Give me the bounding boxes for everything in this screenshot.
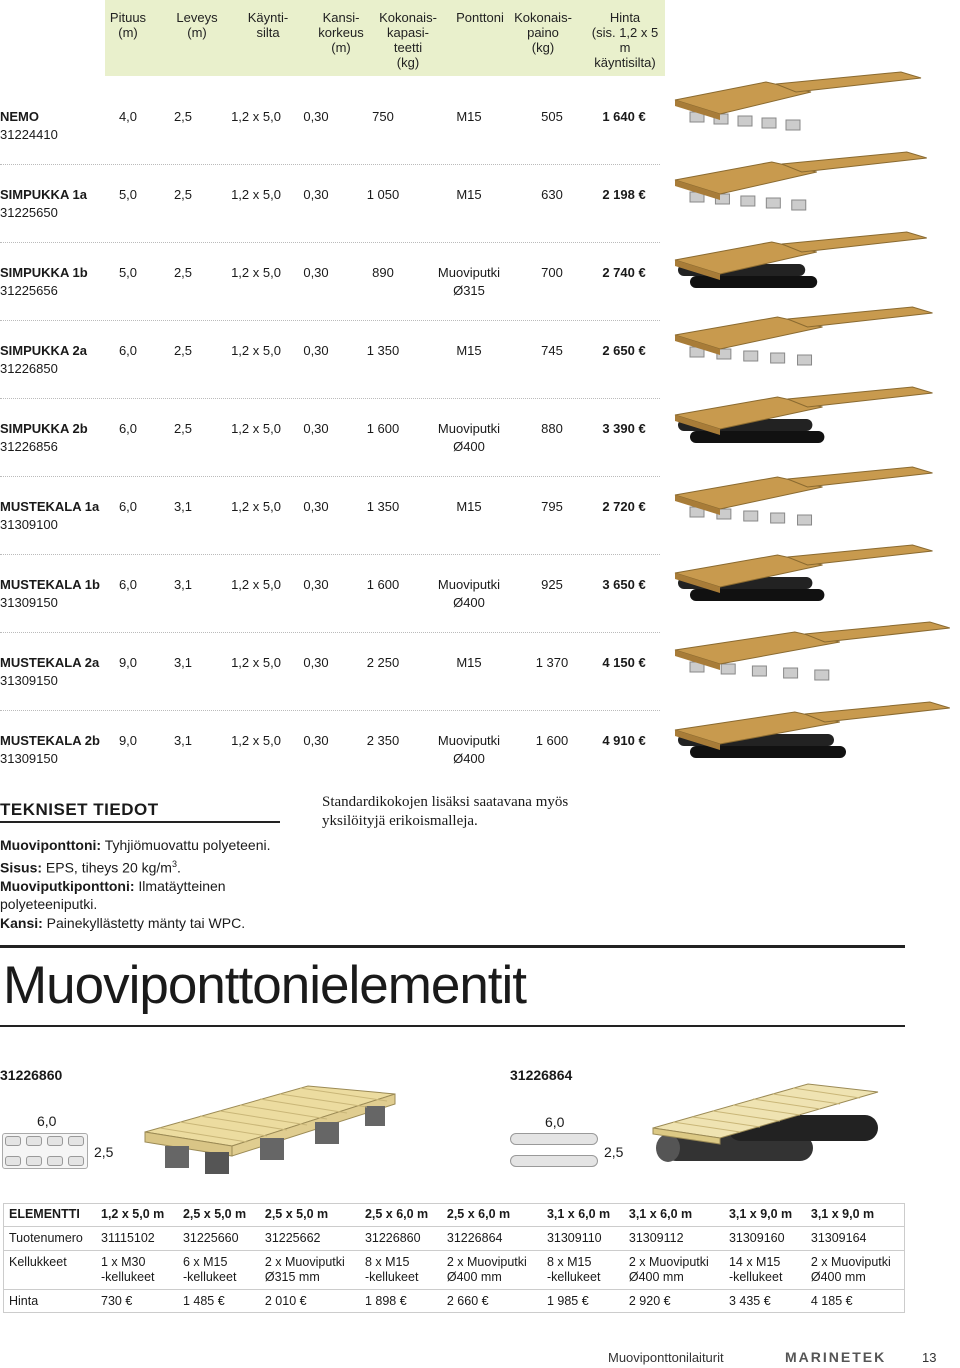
cell-weight: 880 bbox=[541, 421, 563, 436]
spec-cell: 2 010 € bbox=[259, 1290, 359, 1314]
cell-pontoon: Muoviputki bbox=[437, 577, 501, 592]
cell-walkway: 1,2 x 5,0 bbox=[231, 499, 281, 514]
cell-pontoon: M15 bbox=[456, 343, 482, 358]
cell-width: 2,5 bbox=[173, 343, 193, 358]
cell-pontoon: Muoviputki bbox=[437, 421, 501, 436]
cell-height: 0,30 bbox=[303, 733, 329, 748]
cell-weight: 925 bbox=[541, 577, 563, 592]
product-name: MUSTEKALA 1a bbox=[0, 499, 100, 514]
section-rule-top bbox=[0, 945, 905, 948]
dock-illustration bbox=[670, 70, 955, 140]
spec-cell: 730 € bbox=[95, 1290, 177, 1314]
spec-cell: 2 x Muoviputki Ø400 mm bbox=[805, 1251, 905, 1290]
standard-note: Standardikokojen lisäksi saatavana myös yksilöityjä erikoismalleja. bbox=[322, 794, 569, 829]
cell-length: 6,0 bbox=[118, 499, 138, 514]
spec-cell: 14 x M15 -kellukeet bbox=[723, 1251, 805, 1290]
product-code: 31309150 bbox=[0, 673, 58, 688]
dock-illustration bbox=[670, 465, 955, 535]
cell-capacity: 1 350 bbox=[366, 499, 400, 514]
product-code: 31226850 bbox=[0, 361, 58, 376]
cell-height: 0,30 bbox=[303, 421, 329, 436]
product-name: SIMPUKKA 2b bbox=[0, 421, 88, 436]
spec-cell: 31309160 bbox=[723, 1227, 805, 1251]
spec-label: Hinta bbox=[3, 1290, 95, 1314]
element-right-illustration bbox=[648, 1080, 908, 1180]
row-separator bbox=[0, 710, 660, 711]
cell-weight: 745 bbox=[541, 343, 563, 358]
cell-capacity: 890 bbox=[372, 265, 394, 280]
cell-walkway: 1,2 x 5,0 bbox=[231, 109, 281, 124]
dock-illustration bbox=[670, 385, 955, 455]
cell-width: 3,1 bbox=[173, 655, 193, 670]
spec-cell: 2,5 x 6,0 m bbox=[446, 1207, 511, 1221]
spec-label: Tuotenumero bbox=[3, 1227, 95, 1251]
cell-capacity: 1 600 bbox=[366, 421, 400, 436]
spec-row bbox=[3, 1203, 905, 1227]
product-name: MUSTEKALA 2a bbox=[0, 655, 100, 670]
product-name: SIMPUKKA 1a bbox=[0, 187, 87, 202]
cell-capacity: 2 350 bbox=[366, 733, 400, 748]
header-pontoon: Ponttoni bbox=[456, 10, 504, 25]
row-separator bbox=[0, 398, 660, 399]
footer-brand: MARINETEK bbox=[785, 1349, 887, 1365]
cell-length: 6,0 bbox=[118, 421, 138, 436]
cell-width: 2,5 bbox=[173, 187, 193, 202]
cell-height: 0,30 bbox=[303, 343, 329, 358]
cell-width: 2,5 bbox=[173, 421, 193, 436]
cell-weight: 505 bbox=[541, 109, 563, 124]
element-left-code: 31226860 bbox=[0, 1067, 63, 1083]
spec-cell: 1 485 € bbox=[177, 1290, 259, 1314]
cell-pontoon: Muoviputki bbox=[437, 733, 501, 748]
cell-walkway: 1,2 x 5,0 bbox=[231, 733, 281, 748]
element-right-code: 31226864 bbox=[510, 1067, 573, 1083]
cell-walkway: 1,2 x 5,0 bbox=[231, 265, 281, 280]
header-walkway: Käynti- silta bbox=[247, 10, 289, 40]
spec-cell: 3,1 x 9,0 m bbox=[810, 1207, 875, 1221]
cell-pontoon: Muoviputki bbox=[437, 265, 501, 280]
left-float-schematic bbox=[2, 1130, 90, 1170]
spec-cell: 31309164 bbox=[805, 1227, 905, 1251]
cell-height: 0,30 bbox=[303, 187, 329, 202]
cell-price: 3 650 € bbox=[602, 577, 646, 592]
spec-cell: 2,5 x 5,0 m bbox=[264, 1207, 329, 1221]
spec-cell: 31115102 bbox=[95, 1227, 177, 1251]
cell-length: 5,0 bbox=[118, 265, 138, 280]
cell-length: 6,0 bbox=[118, 343, 138, 358]
element-left-width: 2,5 bbox=[94, 1144, 114, 1160]
cell-pontoon: M15 bbox=[456, 499, 482, 514]
element-right-length: 6,0 bbox=[545, 1114, 565, 1130]
cell-weight: 630 bbox=[541, 187, 563, 202]
cell-price: 3 390 € bbox=[602, 421, 646, 436]
dock-illustration bbox=[670, 150, 955, 220]
cell-height: 0,30 bbox=[303, 577, 329, 592]
product-row bbox=[0, 498, 660, 576]
cell-weight: 795 bbox=[541, 499, 563, 514]
cell-height: 0,30 bbox=[303, 109, 329, 124]
spec-cell: 3,1 x 6,0 m bbox=[628, 1207, 693, 1221]
cell-width: 3,1 bbox=[173, 733, 193, 748]
product-row bbox=[0, 654, 660, 732]
cell-capacity: 1 350 bbox=[366, 343, 400, 358]
spec-cell: 31309112 bbox=[623, 1227, 723, 1251]
dock-illustration bbox=[670, 305, 955, 375]
cell-capacity: 1 600 bbox=[366, 577, 400, 592]
cell-price: 2 650 € bbox=[602, 343, 646, 358]
row-separator bbox=[0, 320, 660, 321]
tech-text: Muoviponttoni: Tyhjiömuovattu polyeteeni. Sisus: EPS, tiheys 20 $kg/m^3$. Muoviputkiponttoni: Ilmatäytteinen polyeteeniputki. Kansi: Painekyllästetty mänty tai WPC. bbox=[0, 837, 271, 931]
cell-pontoon-size: Ø315 bbox=[453, 283, 485, 298]
cell-capacity: 1 050 bbox=[366, 187, 400, 202]
row-separator bbox=[0, 242, 660, 243]
section-title: Muoviponttonielementit bbox=[3, 956, 527, 1015]
header-width: Leveys (m) bbox=[176, 10, 218, 40]
cell-height: 0,30 bbox=[303, 499, 329, 514]
cell-walkway: 1,2 x 5,0 bbox=[231, 655, 281, 670]
product-code: 31309150 bbox=[0, 595, 58, 610]
dock-illustration bbox=[670, 543, 955, 613]
cell-width: 2,5 bbox=[173, 109, 193, 124]
spec-cell: 1,2 x 5,0 m bbox=[101, 1207, 165, 1221]
spec-cell: 3,1 x 6,0 m bbox=[546, 1207, 611, 1221]
spec-cell: 2,5 x 5,0 m bbox=[182, 1207, 247, 1221]
right-tube-schematic bbox=[510, 1133, 600, 1169]
row-separator bbox=[0, 554, 660, 555]
cell-pontoon-size: Ø400 bbox=[453, 595, 485, 610]
spec-label: ELEMENTTI bbox=[9, 1207, 80, 1221]
cell-price: 4 910 € bbox=[602, 733, 646, 748]
cell-width: 2,5 bbox=[173, 265, 193, 280]
spec-cell: 4 185 € bbox=[805, 1290, 905, 1314]
product-row bbox=[0, 420, 660, 498]
spec-cell: 2 920 € bbox=[623, 1290, 723, 1314]
header-capacity: Kokonais- kapasi- teetti (kg) bbox=[379, 10, 437, 70]
product-name: MUSTEKALA 2b bbox=[0, 733, 100, 748]
cell-price: 1 640 € bbox=[602, 109, 646, 124]
spec-cell: 2,5 x 6,0 m bbox=[364, 1207, 429, 1221]
cell-walkway: 1,2 x 5,0 bbox=[231, 343, 281, 358]
product-name: SIMPUKKA 1b bbox=[0, 265, 88, 280]
footer-title: Muoviponttonilaiturit bbox=[608, 1350, 724, 1365]
product-name: NEMO bbox=[0, 109, 39, 124]
spec-cell: 1 898 € bbox=[359, 1290, 441, 1314]
dock-illustration bbox=[670, 700, 955, 770]
spec-cell: 8 x M15 -kellukeet bbox=[359, 1251, 441, 1290]
cell-price: 2 720 € bbox=[602, 499, 646, 514]
row-separator bbox=[0, 164, 660, 165]
cell-price: 2 198 € bbox=[602, 187, 646, 202]
cell-pontoon: M15 bbox=[456, 655, 482, 670]
product-row bbox=[0, 576, 660, 654]
product-code: 31309100 bbox=[0, 517, 58, 532]
spec-cell: 31226864 bbox=[441, 1227, 541, 1251]
spec-cell: 2 x Muoviputki Ø315 mm bbox=[259, 1251, 359, 1290]
spec-cell: 1 x M30 -kellukeet bbox=[95, 1251, 177, 1290]
spec-cell: 31225660 bbox=[177, 1227, 259, 1251]
product-code: 31226856 bbox=[0, 439, 58, 454]
product-name: MUSTEKALA 1b bbox=[0, 577, 100, 592]
spec-cell: 2 x Muoviputki Ø400 mm bbox=[623, 1251, 723, 1290]
cell-walkway: 1,2 x 5,0 bbox=[231, 577, 281, 592]
cell-pontoon-size: Ø400 bbox=[453, 751, 485, 766]
spec-cell: 3 435 € bbox=[723, 1290, 805, 1314]
tech-title: TEKNISET TIEDOT bbox=[0, 800, 159, 819]
header-length: Pituus (m) bbox=[109, 10, 147, 40]
spec-cell: 2 660 € bbox=[441, 1290, 541, 1314]
header-weight: Kokonais- paino (kg) bbox=[514, 10, 572, 55]
cell-length: 4,0 bbox=[118, 109, 138, 124]
spec-cell: 31225662 bbox=[259, 1227, 359, 1251]
cell-length: 9,0 bbox=[118, 655, 138, 670]
tech-rule bbox=[0, 821, 280, 823]
cell-walkway: 1,2 x 5,0 bbox=[231, 421, 281, 436]
product-code: 31225650 bbox=[0, 205, 58, 220]
cell-length: 6,0 bbox=[118, 577, 138, 592]
cell-capacity: 750 bbox=[372, 109, 394, 124]
product-code: 31224410 bbox=[0, 127, 58, 142]
spec-table bbox=[3, 1203, 905, 1313]
spec-cell: 3,1 x 9,0 m bbox=[728, 1207, 793, 1221]
cell-pontoon: M15 bbox=[456, 109, 482, 124]
cell-width: 3,1 bbox=[173, 499, 193, 514]
product-code: 31225656 bbox=[0, 283, 58, 298]
row-separator bbox=[0, 476, 660, 477]
cell-walkway: 1,2 x 5,0 bbox=[231, 187, 281, 202]
element-left-length: 6,0 bbox=[37, 1113, 57, 1129]
product-row bbox=[0, 264, 660, 342]
cell-capacity: 2 250 bbox=[366, 655, 400, 670]
spec-cell: 31226860 bbox=[359, 1227, 441, 1251]
spec-label: Kellukkeet bbox=[3, 1251, 95, 1290]
product-name: SIMPUKKA 2a bbox=[0, 343, 87, 358]
cell-price: 4 150 € bbox=[602, 655, 646, 670]
dock-illustration bbox=[670, 620, 955, 690]
cell-price: 2 740 € bbox=[602, 265, 646, 280]
cell-pontoon-size: Ø400 bbox=[453, 439, 485, 454]
header-deck-height: Kansi- korkeus (m) bbox=[318, 10, 364, 55]
product-row bbox=[0, 186, 660, 264]
spec-row bbox=[3, 1251, 905, 1290]
cell-height: 0,30 bbox=[303, 655, 329, 670]
dock-illustration bbox=[670, 230, 955, 300]
product-code: 31309150 bbox=[0, 751, 58, 766]
spec-cell: 8 x M15 -kellukeet bbox=[541, 1251, 623, 1290]
cell-pontoon: M15 bbox=[456, 187, 482, 202]
cell-height: 0,30 bbox=[303, 265, 329, 280]
spec-cell: 31309110 bbox=[541, 1227, 623, 1251]
cell-weight: 1 600 bbox=[535, 733, 569, 748]
cell-weight: 700 bbox=[541, 265, 563, 280]
spec-cell: 2 x Muoviputki Ø400 mm bbox=[441, 1251, 541, 1290]
spec-row bbox=[3, 1290, 905, 1314]
element-left-illustration bbox=[140, 1080, 410, 1180]
cell-width: 3,1 bbox=[173, 577, 193, 592]
spec-row bbox=[3, 1227, 905, 1251]
header-price: Hinta (sis. 1,2 x 5 m käyntisilta) bbox=[591, 10, 659, 70]
cell-length: 5,0 bbox=[118, 187, 138, 202]
page-number: 13 bbox=[922, 1350, 937, 1365]
section-rule-bottom bbox=[0, 1025, 905, 1027]
spec-cell: 6 x M15 -kellukeet bbox=[177, 1251, 259, 1290]
element-right-width: 2,5 bbox=[604, 1144, 624, 1160]
cell-weight: 1 370 bbox=[535, 655, 569, 670]
product-row bbox=[0, 108, 660, 186]
row-separator bbox=[0, 632, 660, 633]
product-row bbox=[0, 342, 660, 420]
spec-cell: 1 985 € bbox=[541, 1290, 623, 1314]
cell-length: 9,0 bbox=[118, 733, 138, 748]
